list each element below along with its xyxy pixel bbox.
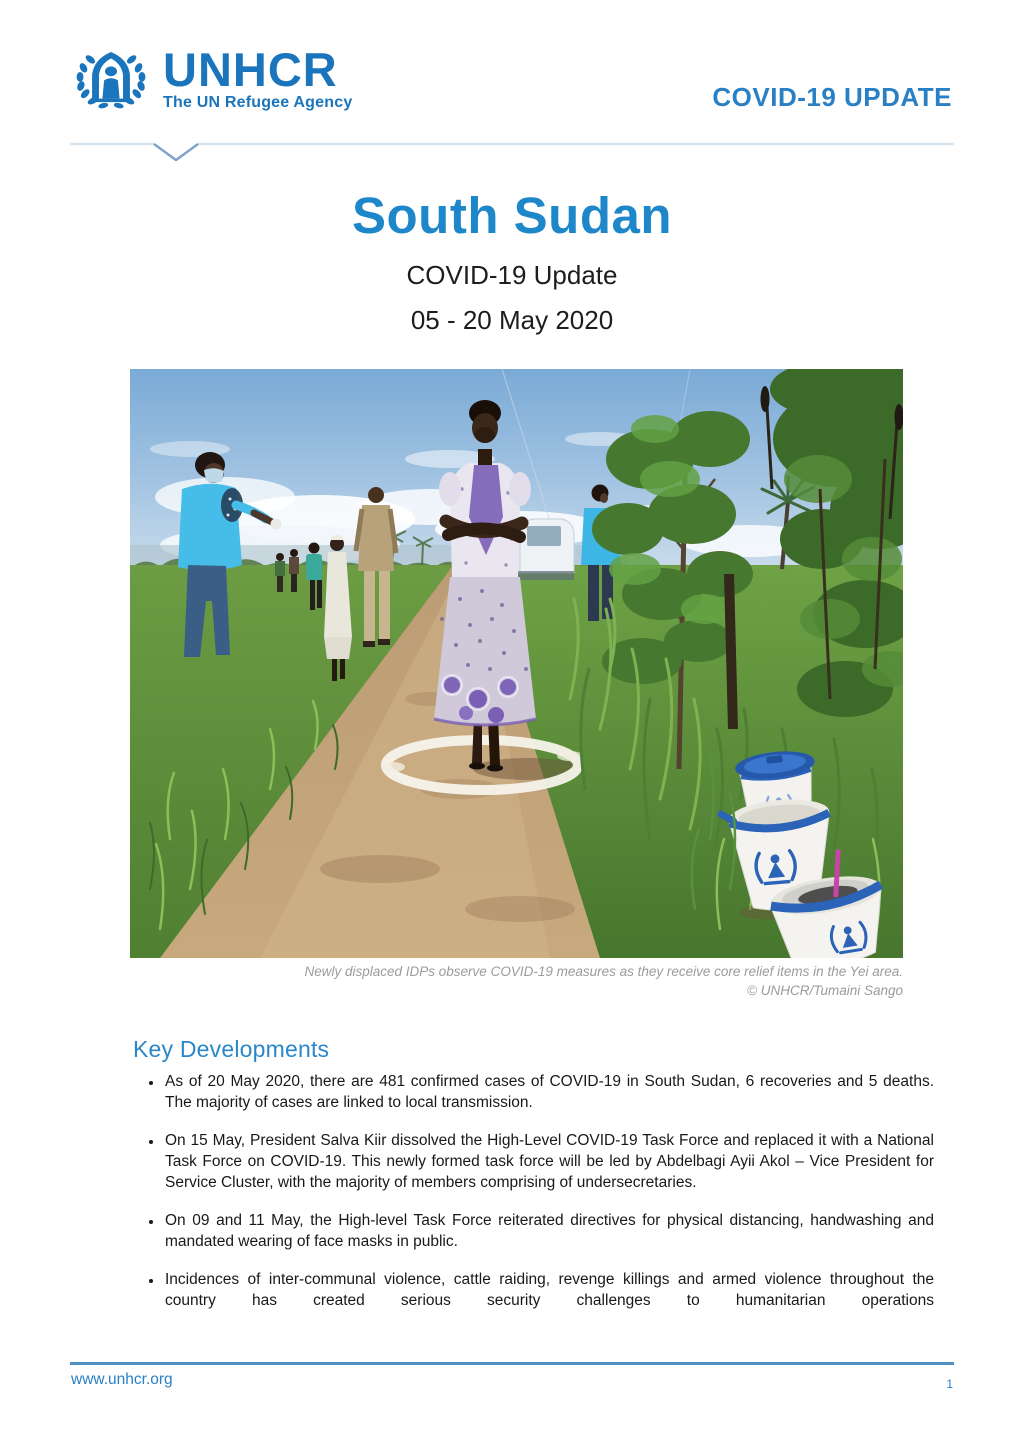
header-divider xyxy=(70,136,954,166)
footer-divider xyxy=(70,1362,954,1365)
unhcr-logo xyxy=(68,44,352,114)
chevron-down-icon xyxy=(154,144,198,160)
page-number: 1 xyxy=(946,1377,953,1391)
doc-type-label: COVID-19 UPDATE xyxy=(712,82,952,112)
list-item: • On 15 May, President Salva Kiir dissolved the High-Level COVID-19 Task Force and replaced it with a National Task Force on COVID-19. This newly formed task force will be led by Abdelbagi Ayii Akol – Vice President for Service Cluster, with the majority of members comprising of undersecretaries. xyxy=(163,1130,934,1193)
caption-text: Newly displaced IDPs observe COVID-19 measures as they receive core relief items in the Yei area. xyxy=(304,964,903,979)
page-subtitle: COVID-19 Update xyxy=(406,260,618,290)
photo-illustration xyxy=(130,369,903,958)
footer-website-link[interactable]: www.unhcr.org xyxy=(71,1371,173,1388)
photo-idp-distribution xyxy=(130,369,903,958)
logo-text xyxy=(163,43,353,112)
list-item: • Incidences of inter-communal violence, cattle raiding, revenge killings and armed violence throughout the country has created serious security challenges to humanitarian operations xyxy=(163,1269,934,1311)
list-item: • As of 20 May 2020, there are 481 confirmed cases of COVID-19 in South Sudan, 6 recoveries and 5 deaths. The majority of cases are linked to local transmission. xyxy=(163,1071,934,1113)
key-developments-heading: Key Developments xyxy=(133,1036,330,1062)
page-title: South Sudan xyxy=(352,187,672,244)
logo-tagline: The UN Refugee Agency xyxy=(163,94,353,112)
unhcr-emblem-icon xyxy=(68,44,154,114)
list-item: • On 09 and 11 May, the High-level Task Force reiterated directives for physical distancing, handwashing and mandated wearing of face masks in public. xyxy=(163,1210,934,1252)
key-developments-list xyxy=(133,1071,934,1328)
photo-credit: © UNHCR/Tumaini Sango xyxy=(747,982,903,998)
photo-caption xyxy=(130,963,903,1000)
report-date-range: 05 - 20 May 2020 xyxy=(410,305,614,335)
logo-acronym: UNHCR xyxy=(163,43,338,96)
